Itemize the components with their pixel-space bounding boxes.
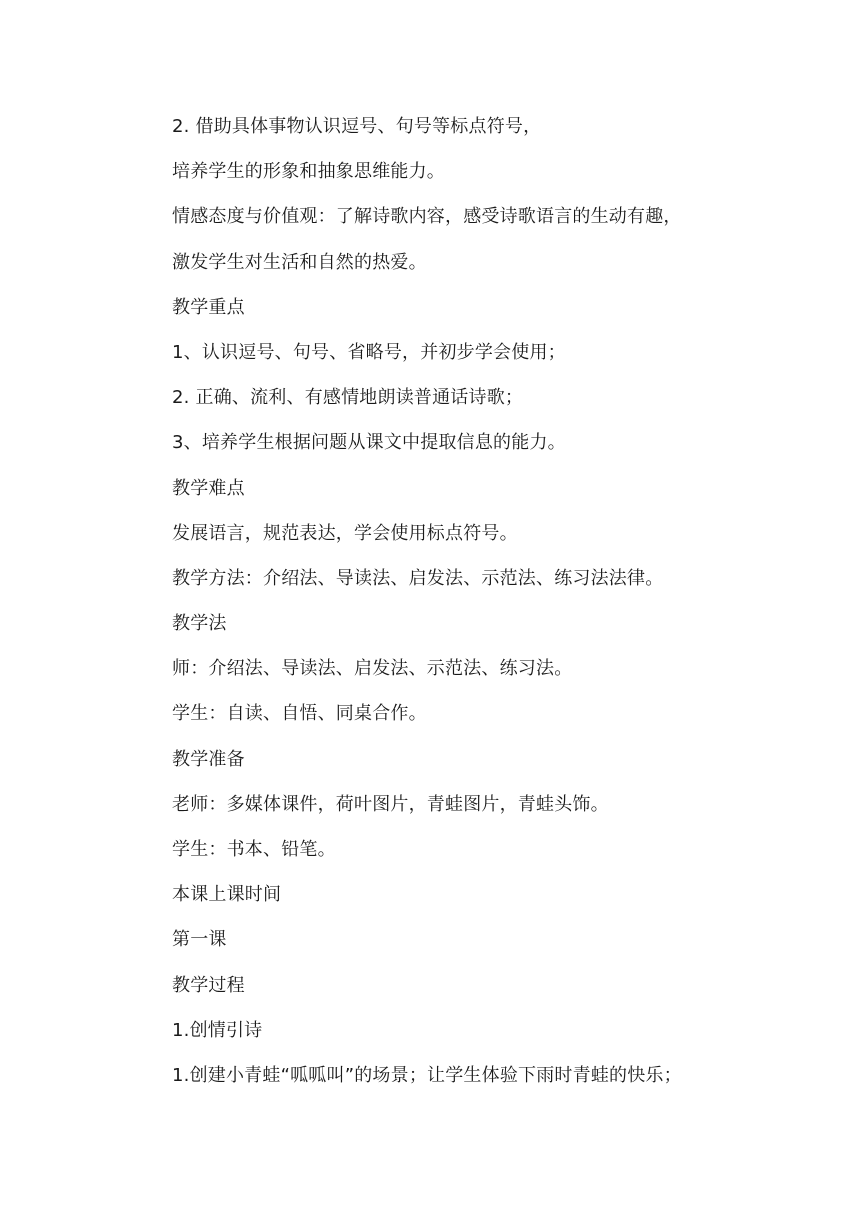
section-heading: 教学法 (172, 613, 227, 635)
text-line: 学生：自读、自悟、同桌合作。 (172, 703, 427, 725)
text-line: 学生：书本、铅笔。 (172, 839, 336, 860)
section-heading: 教学过程 (172, 974, 245, 996)
text-line: 发展语言，规范表达，学会使用标点符号。 (172, 522, 518, 544)
text-line: 老师：多媒体课件，荷叶图片，青蛙图片，青蛙头饰。 (172, 793, 609, 815)
text-line: 教学方法：介绍法、导读法、启发法、示范法、练习法法律。 (172, 567, 664, 589)
text-line: 2. 正确、流利、有感情地朗读普通话诗歌； (172, 387, 524, 409)
document-body (172, 111, 772, 1105)
text-line: 情感态度与价值观：了解诗歌内容，感受诗歌语言的生动有趣， (172, 206, 682, 228)
section-heading: 本课上课时间 (172, 884, 282, 906)
text-line: 2. 借助具体事物认识逗号、句号等标点符号， (172, 116, 542, 137)
text-line: 师：介绍法、导读法、启发法、示范法、练习法。 (172, 658, 573, 680)
text-line: 1、认识逗号、句号、省略号，并初步学会使用； (172, 341, 566, 363)
text-line: 1.创情引诗 (172, 1019, 263, 1041)
text-line: 1.创建小青蛙“呱呱叫”的场景；让学生体验下雨时青蛙的快乐； (172, 1064, 682, 1086)
section-heading: 教学难点 (172, 477, 245, 499)
text-line: 培养学生的形象和抽象思维能力。 (172, 161, 445, 183)
text-line: 第一课 (172, 929, 227, 951)
section-heading: 教学准备 (172, 748, 245, 770)
section-heading: 教学重点 (172, 296, 245, 318)
text-line: 3、培养学生根据问题从课文中提取信息的能力。 (172, 432, 566, 454)
text-line: 激发学生对生活和自然的热爱。 (172, 251, 427, 273)
